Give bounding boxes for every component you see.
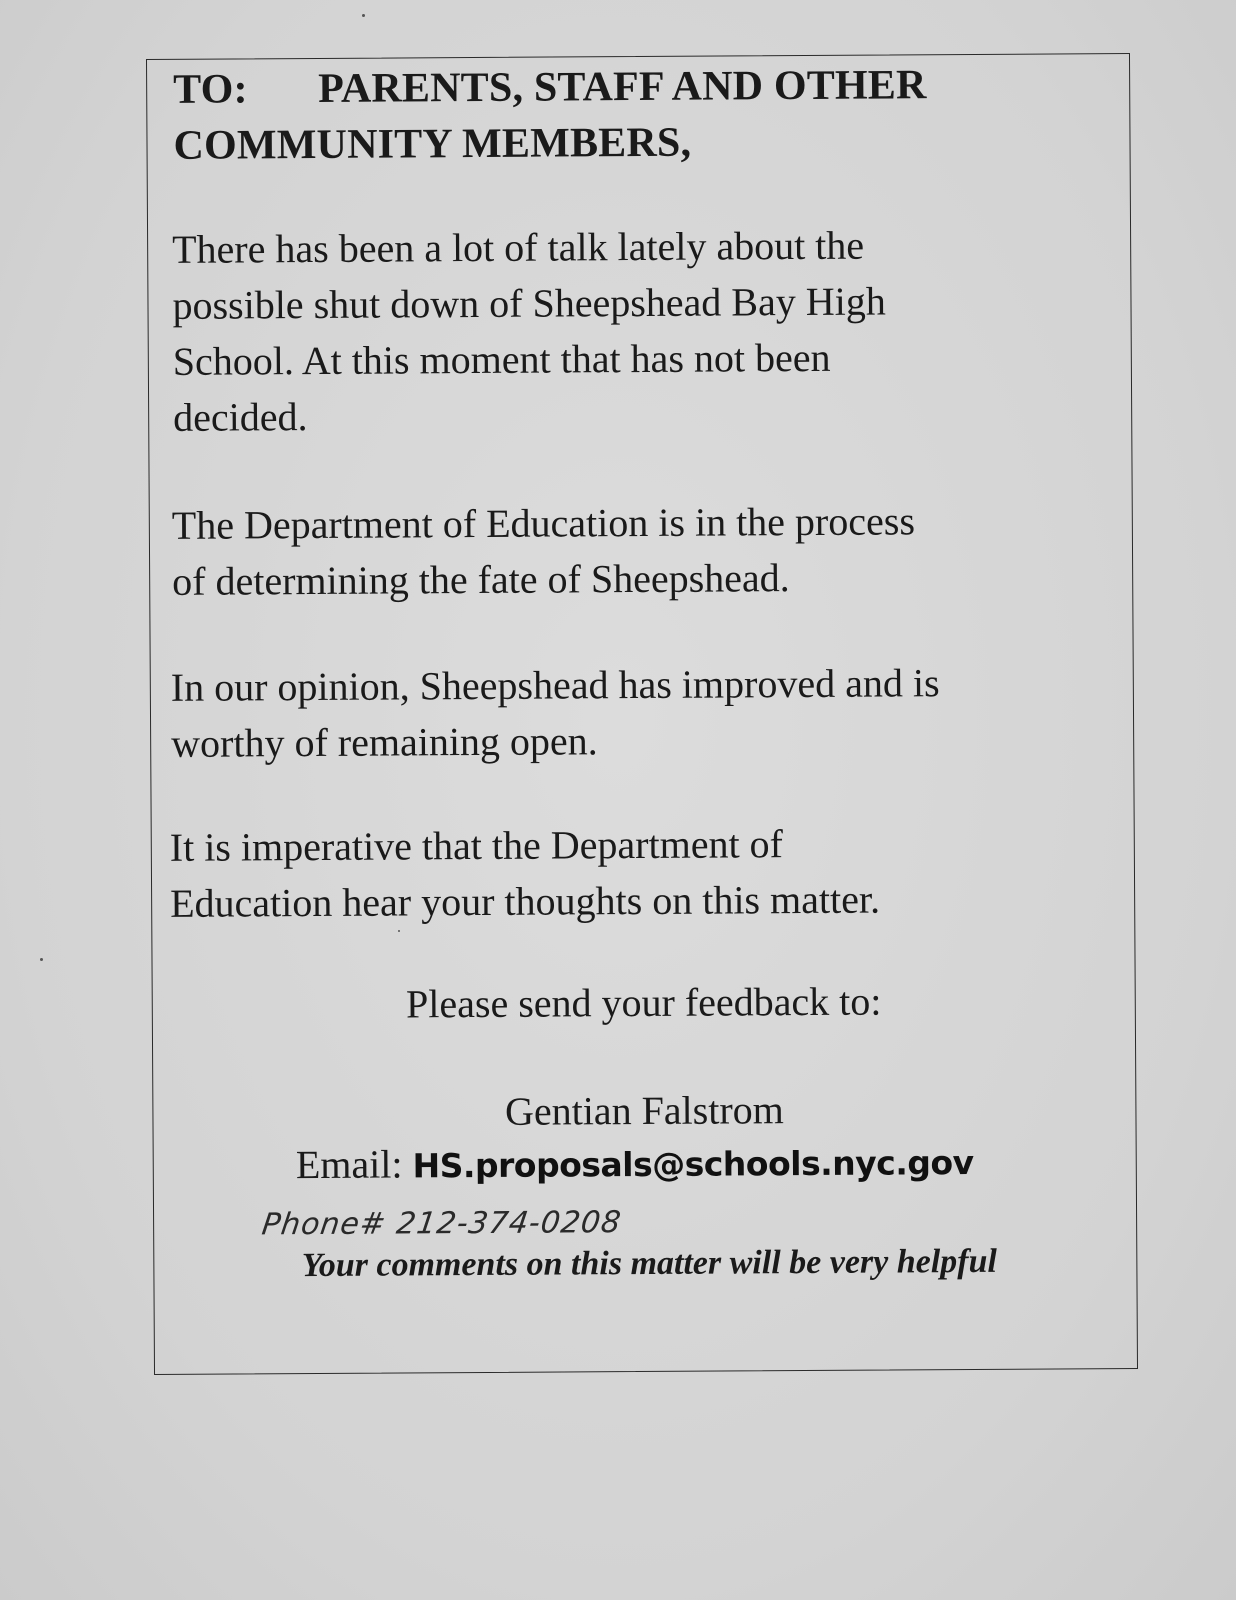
contact-name: Gentian Falstrom bbox=[504, 1087, 784, 1134]
paragraph-2-line-1: The Department of Education is in the process bbox=[171, 498, 916, 548]
paragraph-3-line-2: worthy of remaining open. bbox=[171, 718, 598, 766]
paragraph-1-line-1: There has been a lot of talk lately about the bbox=[172, 222, 865, 272]
paragraph-1-line-2: possible shut down of Sheepshead Bay High bbox=[172, 278, 886, 328]
paragraph-4-line-2: Education hear your thoughts on this matter. bbox=[170, 876, 881, 926]
email-label: Email: bbox=[295, 1141, 403, 1188]
notice-frame bbox=[146, 53, 1138, 1375]
email-line bbox=[144, 1136, 1126, 1189]
paragraph-1-line-3: School. At this moment that has not been bbox=[172, 334, 831, 384]
recipients-line-1: PARENTS, STAFF AND OTHER bbox=[318, 62, 927, 112]
handwritten-phone: Phone# 212-374-0208 bbox=[259, 1205, 624, 1243]
email-value: HS.proposals@schools.nyc.gov bbox=[412, 1142, 974, 1186]
scan-speck bbox=[362, 14, 365, 17]
paragraph-4-line-1: It is imperative that the Department of bbox=[169, 821, 784, 870]
notice-heading-line-1 bbox=[173, 61, 927, 114]
closing-line: Your comments on this matter will be very helpful bbox=[301, 1242, 998, 1285]
paragraph-1-line-4: decided. bbox=[173, 394, 308, 440]
paragraph-3-line-1: In our opinion, Sheepshead has improved and is bbox=[170, 660, 940, 710]
scan-speck bbox=[40, 958, 43, 961]
paragraph-2-line-2: of determining the fate of Sheepshead. bbox=[172, 555, 790, 604]
feedback-prompt: Please send your feedback to: bbox=[405, 978, 882, 1027]
to-label: TO: bbox=[173, 66, 248, 113]
recipients-line-2: COMMUNITY MEMBERS, bbox=[173, 119, 692, 169]
